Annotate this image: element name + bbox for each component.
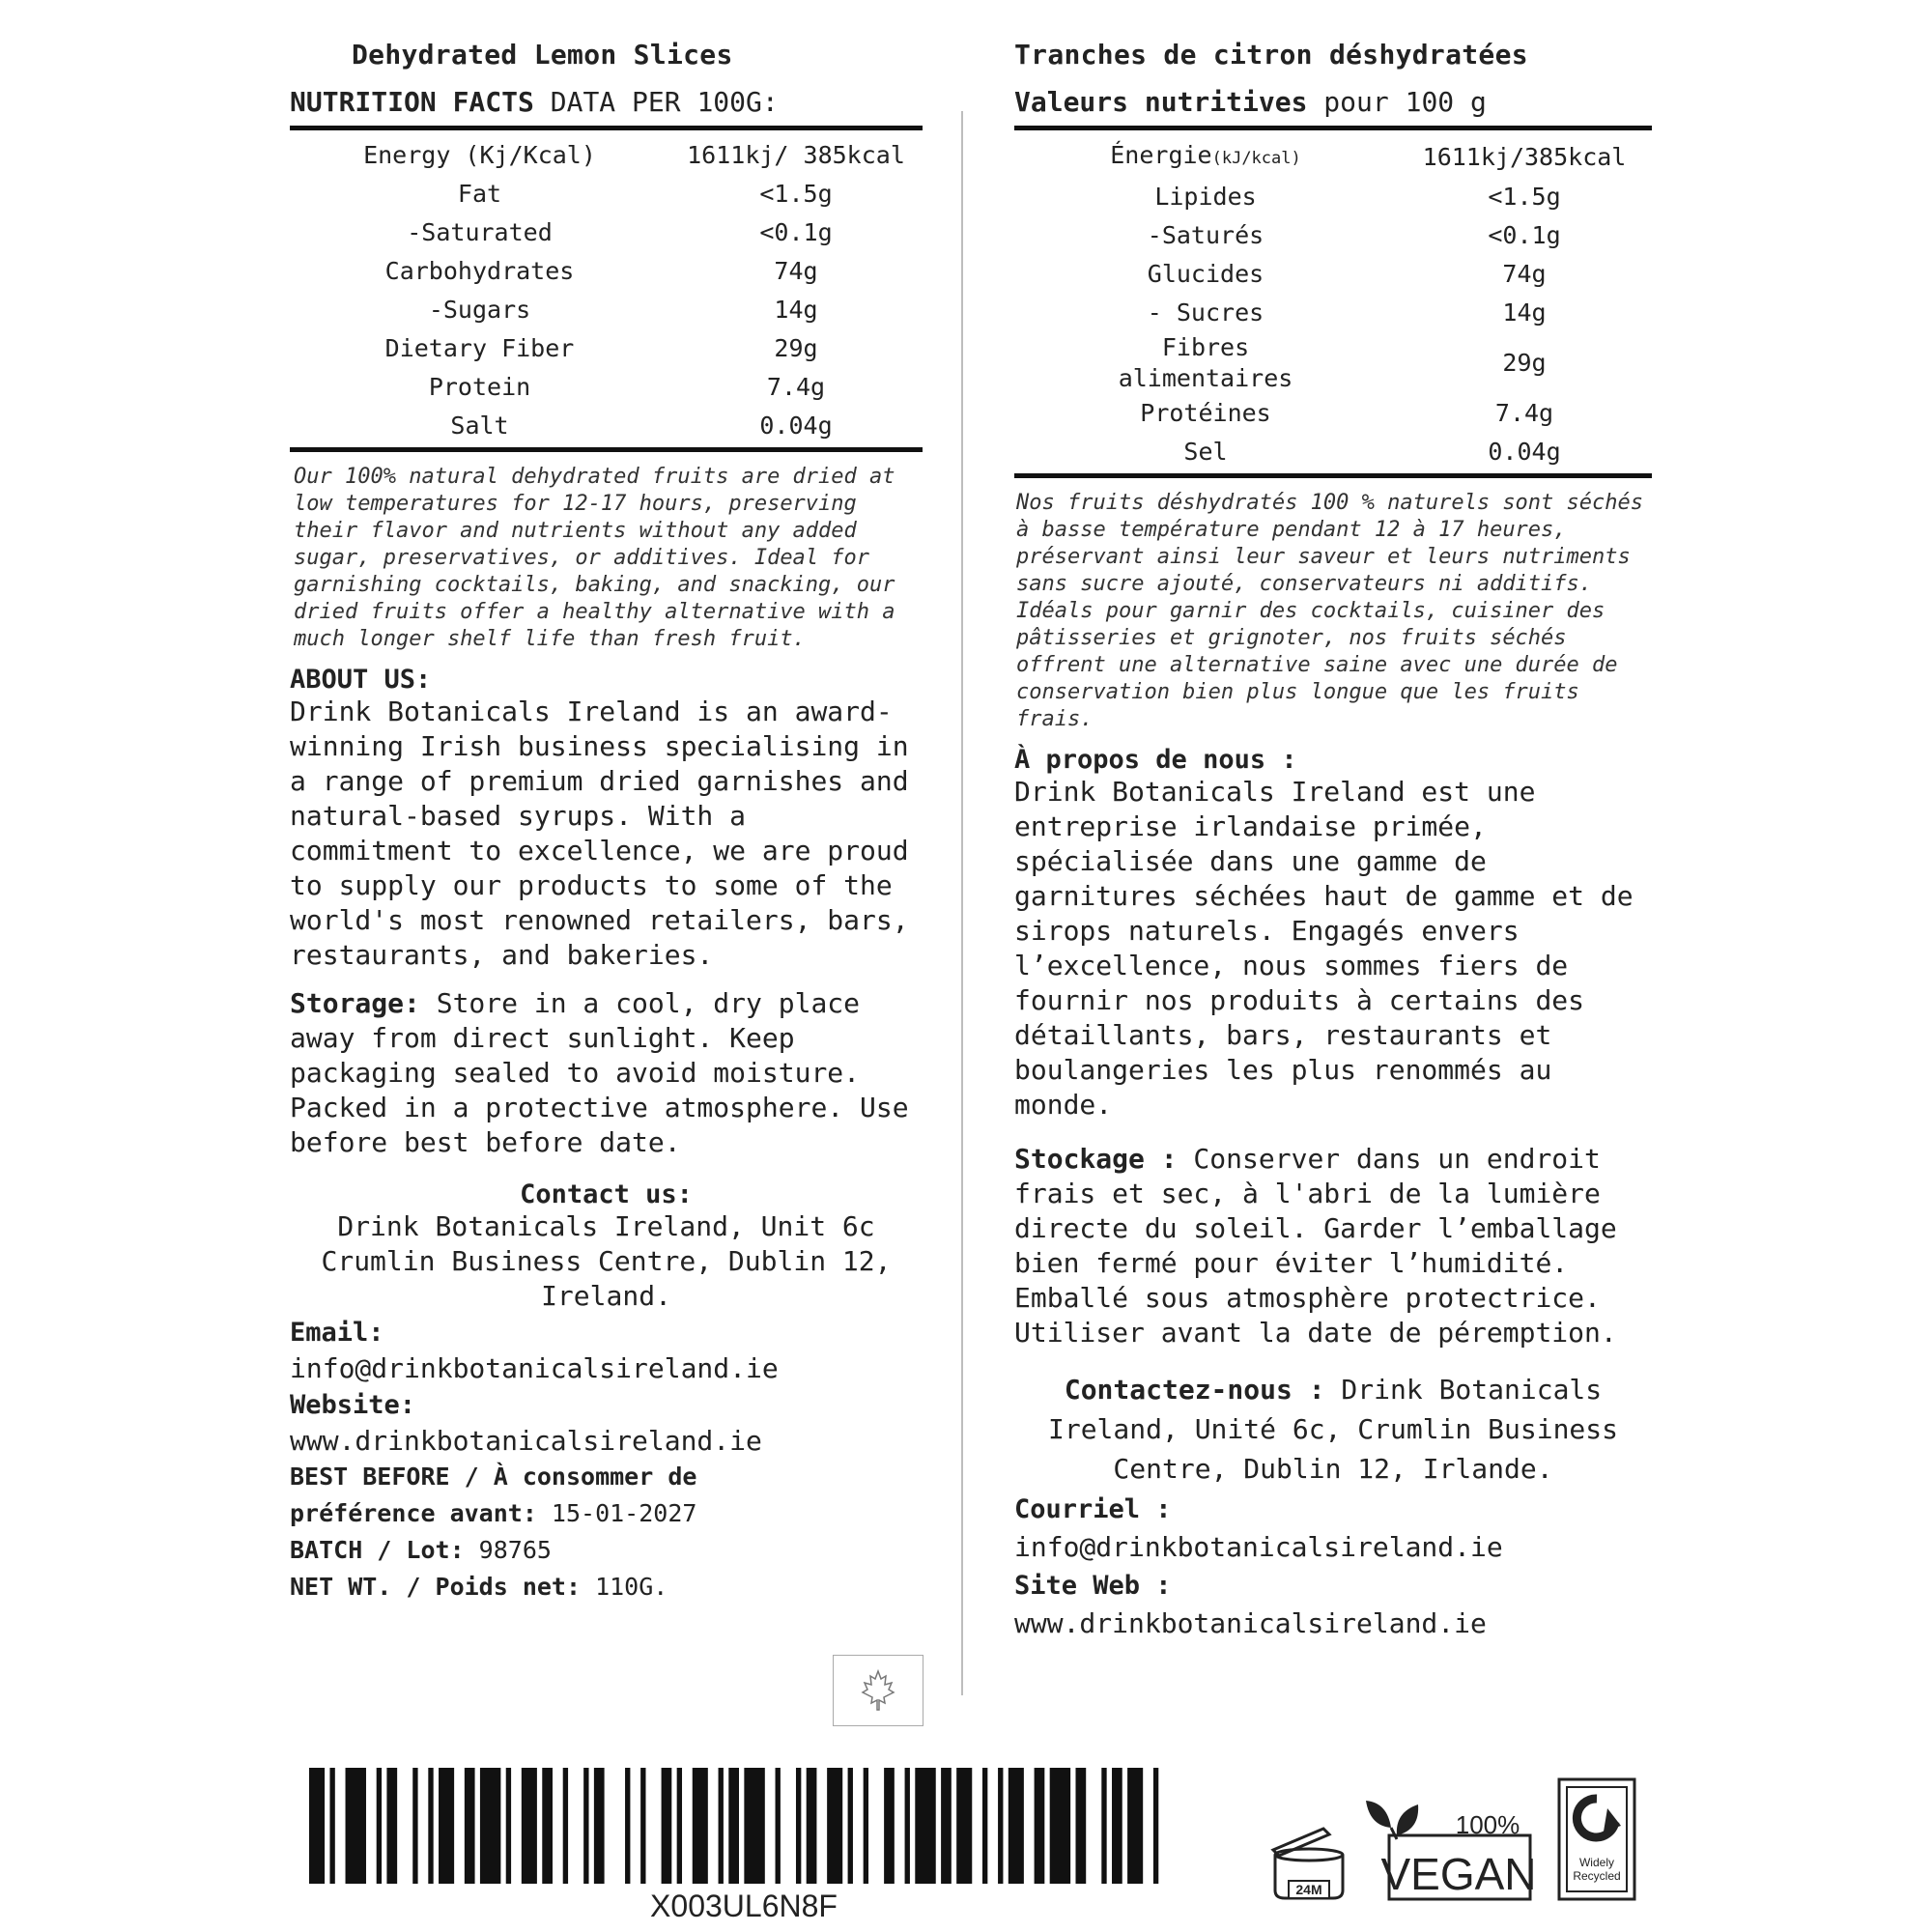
barcode-bar (625, 1768, 630, 1884)
nutrition-basis-en: DATA PER 100G: (550, 86, 779, 118)
contact-fr (1014, 1370, 1652, 1489)
nutrient-value: <1.5g (1488, 183, 1561, 211)
email-label-fr: Courriel : (1014, 1494, 1172, 1524)
widely-recycled-badge (1557, 1777, 1636, 1907)
barcode-bar (719, 1768, 724, 1884)
contact-title-en: Contact us: (520, 1179, 693, 1209)
product-title-fr: Tranches de citron déshydratées (1014, 39, 1528, 71)
recycle-line2: Recycled (1573, 1869, 1621, 1883)
nutrient-value: 0.04g (1488, 438, 1561, 466)
barcode-bar (982, 1768, 987, 1884)
contact-label-fr: Contactez-nous : (1064, 1374, 1325, 1406)
energy-unit-fr: (kJ/kcal) (1211, 149, 1301, 168)
nutrition-label-en: NUTRITION FACTS (290, 86, 534, 118)
barcode-number: X003UL6N8F (650, 1889, 838, 1923)
barcode-bar (1075, 1768, 1086, 1884)
recycle-line1: Widely (1578, 1856, 1615, 1869)
barcode-bar (377, 1768, 382, 1884)
nutrition-row (290, 407, 923, 445)
barcode-bar (728, 1768, 739, 1884)
storage-fr (1014, 1142, 1652, 1350)
barcode-bar (583, 1768, 588, 1884)
barcode-bar (884, 1768, 895, 1884)
barcode-bar (1153, 1768, 1158, 1884)
barcode-bar (563, 1768, 568, 1884)
nutrient-value: 29g (774, 334, 818, 362)
nutrient-name: - Sucres (1147, 298, 1264, 327)
barcode-bar (864, 1768, 868, 1884)
barcode-bar (542, 1768, 553, 1884)
nutrition-row (1014, 255, 1652, 294)
barcode-bar (827, 1768, 842, 1884)
nutrient-name: Glucides (1147, 260, 1264, 288)
storage-en (290, 986, 923, 1160)
nutrient-name: Fibres alimentaires (1118, 333, 1293, 392)
barcode-bar (594, 1768, 605, 1884)
barcode-bar (677, 1768, 682, 1884)
net-weight-label: NET WT. / Poids net: (290, 1573, 582, 1601)
nutrition-row (1014, 216, 1652, 255)
barcode-bar (1127, 1768, 1143, 1884)
vegan-percent: 100% (1455, 1810, 1520, 1839)
nutrition-row (290, 329, 923, 368)
barcode-bar (941, 1768, 952, 1884)
nutrient-value: 29g (1502, 349, 1547, 377)
barcode-bar (428, 1768, 433, 1884)
nutrient-name (1014, 136, 1397, 178)
best-before (290, 1459, 792, 1532)
leaf-icon (1366, 1801, 1418, 1839)
nutrition-row (1014, 136, 1652, 178)
nutrient-name: -Saturés (1147, 221, 1264, 249)
barcode-bar (796, 1768, 801, 1884)
barcode (309, 1768, 1169, 1884)
barcode-bar (439, 1768, 454, 1884)
nutrition-row (290, 252, 923, 291)
barcode-bar (1009, 1768, 1024, 1884)
maple-leaf-icon (833, 1655, 923, 1726)
nutrition-label-fr: Valeurs nutritives (1014, 86, 1308, 118)
barcode-bar (848, 1768, 853, 1884)
nutrient-value: 1611kj/ 385kcal (687, 141, 905, 169)
about-text-en: Drink Botanicals Ireland is an award-winning Irish business specialising in a range of premium dried garnishes and natural-based syrups. With a commitment to excellence, we are proud to supply our products to some of the world's most renowned retailers, bars, restaurants, and bakeries. (290, 696, 909, 971)
barcode-bar (915, 1768, 935, 1884)
nutrition-row (290, 136, 923, 175)
nutrient-name: Sel (1183, 438, 1228, 466)
barcode-bar (807, 1768, 817, 1884)
storage-text-en: Store in a cool, dry place away from direct sunlight. Keep packaging sealed to avoid moisture. Packed in a protective atmosphere. Use before best before date. (290, 987, 909, 1158)
nutrient-name: Protein (428, 373, 531, 401)
barcode-bar (693, 1768, 708, 1884)
pao-label: 24M (1295, 1882, 1322, 1897)
product-title-en: Dehydrated Lemon Slices (352, 39, 733, 71)
vegan-label: VEGAN (1380, 1849, 1536, 1899)
nutrition-basis-fr: pour 100 g (1323, 86, 1487, 118)
nutrition-row (290, 213, 923, 252)
contact-address-en: Drink Botanicals Ireland, Unit 6c Crumlin Business Centre, Dublin 12, Ireland. (321, 1210, 892, 1312)
nutrient-value: 1611kj/385kcal (1422, 142, 1627, 171)
website-link-en[interactable]: www.drinkbotanicalsireland.ie (290, 1425, 762, 1457)
barcode-bar (1035, 1768, 1045, 1884)
contact-address-fr: Drink Botanicals Ireland, Unité 6c, Crumlin Business Centre, Dublin 12, Irlande. (1047, 1374, 1618, 1485)
email-link-en[interactable]: info@drinkbotanicalsireland.ie (290, 1352, 779, 1384)
nutrition-row (1014, 294, 1652, 332)
about-text-fr: Drink Botanicals Ireland est une entreprise irlandaise primée, spécialisée dans une gamme de garnitures séchées haut de gamme et de sirops naturels. Engagés envers l’excellence, nous sommes fiers de fournir nos produits à certains des détaillants, bars, restaurants et boulangeries les plus renommés au monde. (1014, 776, 1634, 1121)
storage-label-en: Storage: (290, 987, 420, 1019)
nutrition-header-fr (1014, 86, 1652, 130)
net-weight-value: 110G. (581, 1573, 668, 1601)
email-label-en: Email: (290, 1318, 384, 1348)
storage-text-fr: Conserver dans un endroit frais et sec, à l'abri de la lumière directe du soleil. Garder l’emballage bien fermé pour éviter l’humidité. Emballé sous atmosphère protectrice. Utiliser avant la date de péremption. (1014, 1143, 1617, 1349)
product-description-en: Our 100% natural dehydrated fruits are dried at low temperatures for 12-17 hours, preserving their flavor and nutrients without any added sugar, preservatives, or additives. Ideal for garnishing cocktails, baking, and snacking, our dried fruits offer a healthy alternative with a much longer shelf life than fresh fruit. (294, 465, 895, 651)
barcode-bar (1050, 1768, 1070, 1884)
about-title-fr: À propos de nous : (1014, 745, 1297, 775)
best-before-value: 15-01-2027 (536, 1499, 697, 1527)
barcode-bar (465, 1768, 475, 1884)
nutrient-name: Energy (Kj/Kcal) (363, 141, 596, 169)
website-label-en: Website: (290, 1390, 416, 1420)
barcode-bar (1112, 1768, 1122, 1884)
barcode-bar (905, 1768, 910, 1884)
nutrient-value: 14g (774, 296, 818, 324)
energy-name-fr: Énergie (1110, 141, 1212, 169)
barcode-bar (1101, 1768, 1106, 1884)
column-divider (961, 111, 963, 1695)
nutrition-row (290, 368, 923, 407)
nutrition-row (290, 175, 923, 213)
best-before-label: BEST BEFORE / À consommer de préférence avant: (290, 1463, 697, 1527)
batch-value: 98765 (464, 1536, 552, 1564)
nutrition-row (290, 291, 923, 329)
nutrition-header-en (290, 86, 923, 130)
nutrition-table-fr (1014, 130, 1652, 478)
nutrient-value: 0.04g (759, 412, 833, 440)
english-panel (290, 39, 923, 1605)
nutrition-row (1014, 332, 1652, 394)
barcode-bar (386, 1768, 397, 1884)
barcode-bar (480, 1768, 500, 1884)
nutrient-name: Dietary Fiber (384, 334, 575, 362)
barcode-bar (662, 1768, 672, 1884)
nutrient-name: Salt (450, 412, 509, 440)
barcode-bar (744, 1768, 764, 1884)
nutrient-value: 7.4g (766, 373, 826, 401)
vegan-badge (1362, 1797, 1536, 1907)
nutrition-row (1014, 394, 1652, 433)
barcode-bar (640, 1768, 645, 1884)
nutrient-value: 74g (1502, 260, 1547, 288)
nutrient-value: 7.4g (1494, 399, 1554, 427)
french-panel (1014, 39, 1652, 1641)
batch (290, 1532, 923, 1569)
nutrient-name: Carbohydrates (384, 257, 575, 285)
nutrient-value: 74g (774, 257, 818, 285)
nutrient-value: <0.1g (1488, 221, 1561, 249)
nutrient-value: <0.1g (759, 218, 833, 246)
barcode-bar (309, 1768, 325, 1884)
barcode-bar (776, 1768, 781, 1884)
email-link-fr[interactable]: info@drinkbotanicalsireland.ie (1014, 1531, 1503, 1563)
nutrition-row (1014, 178, 1652, 216)
website-link-fr[interactable]: www.drinkbotanicalsireland.ie (1014, 1607, 1487, 1639)
about-title-en: ABOUT US: (290, 665, 432, 695)
recycle-icon (1577, 1799, 1621, 1837)
barcode-bar (506, 1768, 511, 1884)
nutrition-table-en (290, 130, 923, 452)
barcode-bar (522, 1768, 537, 1884)
open-jar-icon (1265, 1821, 1357, 1907)
barcode-bar (329, 1768, 334, 1884)
barcode-bar (998, 1768, 1003, 1884)
nutrient-name: -Saturated (407, 218, 553, 246)
nutrient-name: -Sugars (428, 296, 531, 324)
product-description-fr: Nos fruits déshydratés 100 % naturels sont séchés à basse température pendant 12 à 17 heures, préservant ainsi leur saveur et leurs nutriments sans sucre ajouté, conservateurs ni additifs. Idéals pour garnir des cocktails, cuisiner des pâtisseries et grignoter, nos fruits séchés offrent une alternative saine avec une durée de conservation bien plus longue que les fruits frais. (1016, 491, 1644, 731)
barcode-bar (956, 1768, 972, 1884)
nutrition-row (1014, 433, 1652, 471)
nutrient-name: Fat (457, 180, 502, 208)
barcode-bar (412, 1768, 417, 1884)
nutrient-value: <1.5g (759, 180, 833, 208)
net-weight (290, 1569, 923, 1605)
nutrient-name: Lipides (1154, 183, 1257, 211)
batch-label: BATCH / Lot: (290, 1536, 465, 1564)
website-label-fr: Site Web : (1014, 1571, 1172, 1601)
nutrient-value: 14g (1502, 298, 1547, 327)
nutrient-name: Protéines (1140, 399, 1271, 427)
barcode-bar (346, 1768, 366, 1884)
storage-label-fr: Stockage : (1014, 1143, 1178, 1175)
